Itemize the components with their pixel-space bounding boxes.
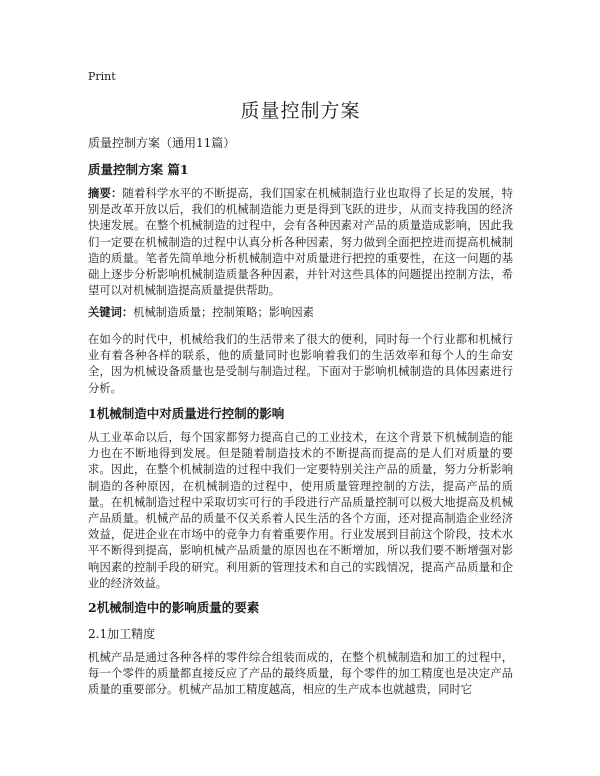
document-title: 质量控制方案: [240, 100, 361, 122]
section2-heading: 2机械制造中的影响质量的要素: [88, 600, 260, 615]
keywords-label: 关键词：: [88, 305, 134, 319]
abstract-text: 随着科学水平的不断提高，我们国家在机械制造行业也取得了长足的发展，特别是改革开放以后，我们的机械制造能力更是得到飞跃的进步，从而支持我国的经济快速发展。在整个机械制造的过程中，会有各种因素对产品的质量造成影响，因此我们一定要在机械制造的过程中认真分析各种因素，努力做到全面把控进而提高机械制造的质量。笔者先简单地分析机械制造中对质量进行把控的重要性，在这一问题的基础上逐步分析影响机械制造质量各种因素，并针对这些具体的问题提出控制方法，希望可以对机械制造提高质量提供帮助。: [88, 187, 513, 298]
keywords-paragraph: [88, 304, 513, 321]
keywords-text: 机械制造质量；控制策略；影响因素: [133, 306, 314, 319]
section1-heading: 1机械制造中对质量进行控制的影响: [88, 406, 285, 421]
intro-paragraph: 在如今的时代中，机械给我们的生活带来了很大的便利，同时每一个行业都和机械行业有着各种各样的联系，他的质量同时也影响着我们的生活效率和每个人的生命安全，因为机械设备质量也是受制与制造过程。下面对于影响机械制造的具体因素进行分析。: [88, 333, 513, 395]
section1-paragraph: 从工业革命以后，每个国家都努力提高自己的工业技术，在这个背景下机械制造的能力也在不断地得到发展。但是随着制造技术的不断提高而提高的是人们对质量的要求。因此，在整个机械制造的过程中我们一定要特别关注产品的质量，努力分析影响制造的各种原因，在机械制造的过程中，使用质量管理控制的方法，提高产品的质量。在机械制造过程中采取切实可行的手段进行产品质量控制可以极大地提高及机械产品质量。机械产品的质量不仅关系着人民生活的各个方面，还对提高制造企业经济效益，促进企业在市场中的竞争力有着重要作用。行业发展到目前这个阶段，技术水平不断得到提高，影响机械产品质量的原因也在不断增加，所以我们要不断增强对影响因素的控制手段的研究。利用新的管理技术和自己的实践情况，提高产品质量和企业的经济效益。: [88, 431, 513, 590]
abstract-paragraph: [88, 185, 513, 299]
document-subtitle: 质量控制方案（通用11篇）: [88, 136, 236, 150]
print-label[interactable]: Print: [88, 70, 116, 83]
section2-1-heading: 2.1加工精度: [88, 627, 156, 641]
part-heading: 质量控制方案 篇1: [88, 162, 189, 177]
section2-1-paragraph: 机械产品是通过各种各样的零件综合组装而成的，在整个机械制造和加工的过程中，每一个零件的质量都直接反应了产品的最终质量，每个零件的加工精度也是决定产品质量的重要部分。机械产品加工精度越高，相应的生产成本也就越贵，同时它: [88, 651, 513, 697]
abstract-label: 摘要：: [88, 186, 123, 200]
